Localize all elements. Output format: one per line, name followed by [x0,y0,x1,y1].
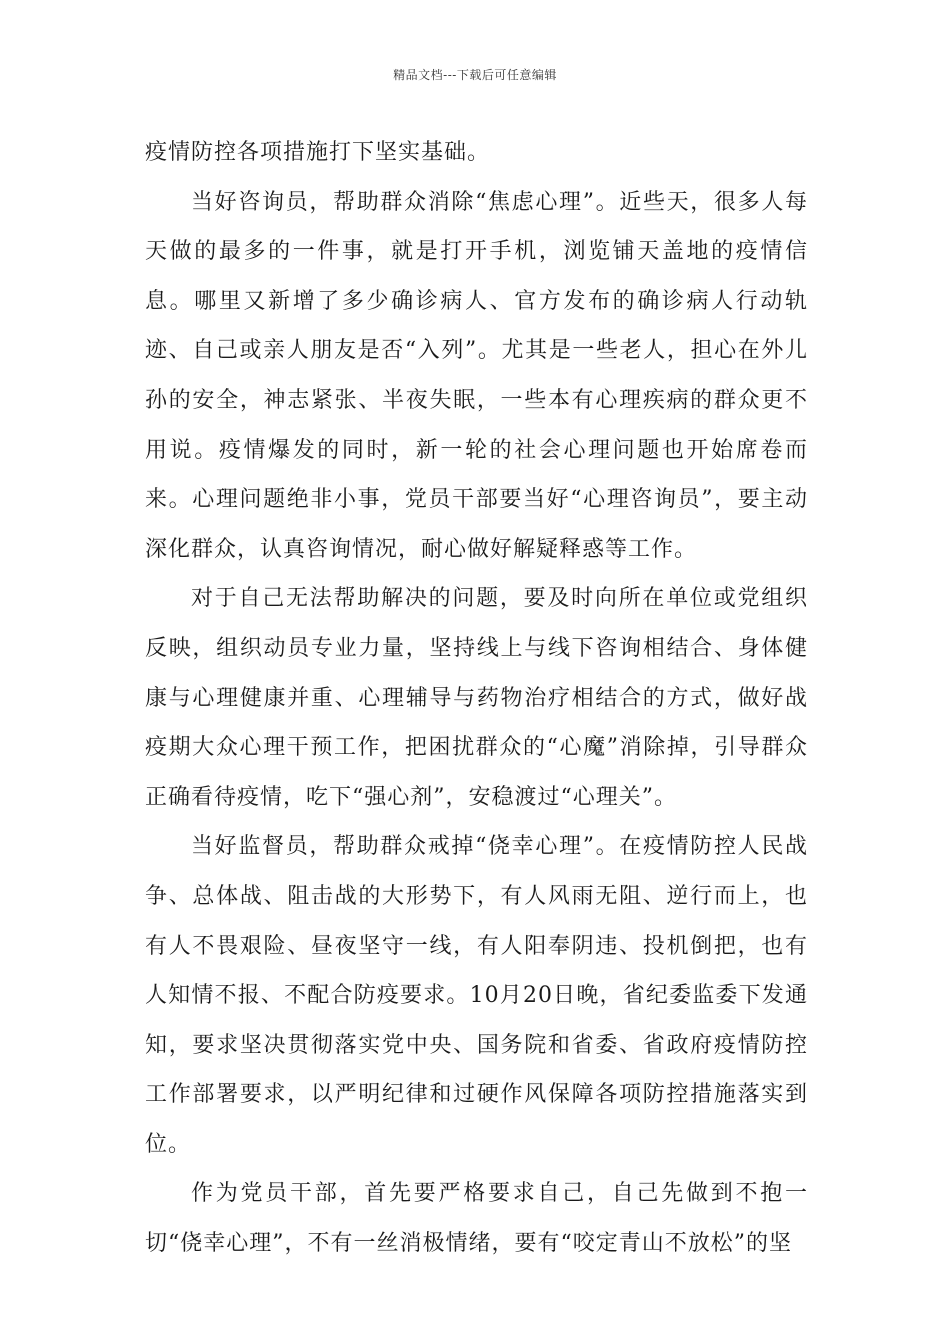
page-header: 精品文档---下载后可任意编辑 [393,68,557,82]
paragraph-5: 作为党员干部，首先要严格要求自己，自己先做到不抱一切“侥幸心理”，不有一丝消极情绪，要有“咬定青山不放松”的坚 [145,1181,808,1257]
paragraph-1: 疫情防控各项措施打下坚实基础。 [145,140,491,165]
paragraph-4: 当好监督员，帮助群众戒掉“侥幸心理”。在疫情防控人民战争、总体战、阻击战的大形势下，有人风雨无阻、逆行而上，也有人不畏艰险、昼夜坚守一线，有人阳奉阴违、投机倒把，也有人知情不报、不配合防疫要求。10月20日晚，省纪委监委下发通知，要求坚决贯彻落实党中央、国务院和省委、省政府疫情防控工作部署要求，以严明纪律和过硬作风保障各项防控措施落实到位。 [145,834,808,1157]
paragraph-2: 当好咨询员，帮助群众消除“焦虑心理”。近些天，很多人每天做的最多的一件事，就是打开手机，浏览铺天盖地的疫情信息。哪里又新增了多少确诊病人、官方发布的确诊病人行动轨迹、自己或亲人朋友是否“入列”。尤其是一些老人，担心在外儿孙的安全，神志紧张、半夜失眠，一些本有心理疾病的群众更不用说。疫情爆发的同时，新一轮的社会心理问题也开始席卷而来。心理问题绝非小事，党员干部要当好“心理咨询员”，要主动深化群众，认真咨询情况，耐心做好解疑释惑等工作。 [145,189,808,562]
document-body [145,128,808,1269]
paragraph-3: 对于自己无法帮助解决的问题，要及时向所在单位或党组织反映，组织动员专业力量，坚持线上与线下咨询相结合、身体健康与心理健康并重、心理辅导与药物治疗相结合的方式，做好战疫期大众心理干预工作，把困扰群众的“心魔”消除掉，引导群众正确看待疫情，吃下“强心剂”，安稳渡过“心理关”。 [145,586,808,810]
